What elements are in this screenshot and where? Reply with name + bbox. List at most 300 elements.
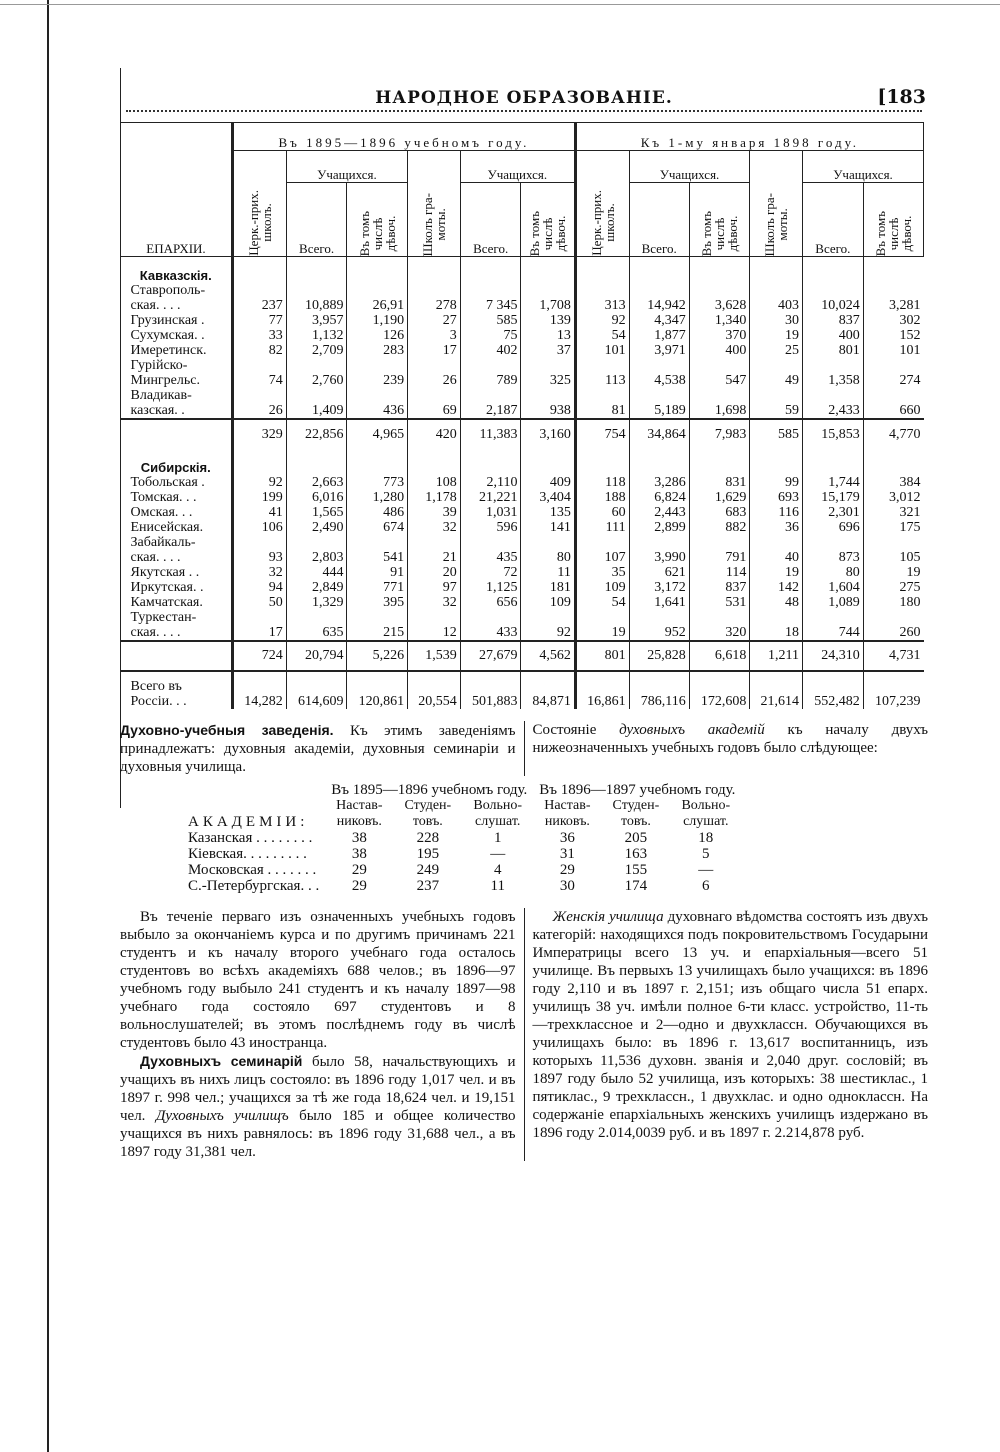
table-cell: 436 <box>347 388 408 419</box>
table-cell: 444 <box>286 565 347 580</box>
table-cell: 81 <box>575 388 629 419</box>
intro-text: Къ этимъ заведеніямъ принадлежатъ: духовныя академіи, духовныя семинаріи и духовныя училища. <box>120 722 516 775</box>
header-girls-label: Въ томъ числѣ дѣвоч. <box>872 210 914 256</box>
table-cell <box>863 449 923 475</box>
eparchy-name: Омская. . . <box>130 504 193 520</box>
table-cell: 69 <box>408 388 461 419</box>
table-cell: 17 <box>408 343 461 358</box>
header-church-schools-label: Церк.-прих. школъ. <box>588 190 617 256</box>
table-cell: 486 <box>347 505 408 520</box>
table-cell <box>347 257 408 283</box>
table-cell: 108 <box>408 475 461 490</box>
table-cell: 789 <box>460 358 521 388</box>
table-cell <box>233 449 287 475</box>
table-cell: 2,663 <box>286 475 347 490</box>
table-cell: 1,604 <box>803 580 864 595</box>
table-cell: 21,221 <box>460 490 521 505</box>
academy-row <box>182 862 741 878</box>
table-cell: 1,340 <box>689 313 750 328</box>
table-cell: 2,443 <box>629 505 689 520</box>
table-cell: 109 <box>521 595 575 610</box>
region-total-row <box>121 419 924 449</box>
table-cell: 274 <box>863 358 923 388</box>
table-cell: 11,383 <box>460 419 521 449</box>
table-cell: 19 <box>575 610 629 641</box>
table-cell: 831 <box>689 475 750 490</box>
table-cell: 14,282 <box>233 671 287 709</box>
table-cell <box>629 257 689 283</box>
table-cell <box>286 449 347 475</box>
page-title: НАРОДНОЕ ОБРАЗОВАНІЕ. <box>375 88 673 108</box>
table-cell: 3,971 <box>629 343 689 358</box>
table-cell <box>575 449 629 475</box>
col-header-period1: Въ 1895—1896 учебномъ году. <box>233 123 576 151</box>
table-cell: 30 <box>750 313 803 328</box>
table-cell: 501,883 <box>460 671 521 709</box>
table-cell: 92 <box>575 313 629 328</box>
women-schools-italic: Женскія училища <box>552 908 664 925</box>
page-number: [183 <box>877 86 926 108</box>
table-cell: 313 <box>575 283 629 313</box>
table-cell: 36 <box>750 520 803 535</box>
academy-students-text: Въ теченіе перваго изъ означенныхъ учебныхъ годовъ выбыло за окончаніемъ курса и по другимъ причинамъ 221 студентъ и къ началу второго учебнаго года осталось студентовъ во всѣхъ академіяхъ 688 челов.; въ 1896—97 учебномъ году выбыло 241 студентъ и къ началу 1897—98 учебнаго года состояло 697 студентовъ и 8 вольнослушателей; въ этомъ послѣднемъ году въ числѣ студентовъ было 43 иностранца. <box>120 908 516 1051</box>
table-cell <box>689 449 750 475</box>
header-pupils: Учащихся. <box>460 151 575 183</box>
table-cell: 15,179 <box>803 490 864 505</box>
table-cell: 1,089 <box>803 595 864 610</box>
body-right <box>533 908 929 1161</box>
table-cell: 2,187 <box>460 388 521 419</box>
header-pupils: Учащихся. <box>286 151 407 183</box>
table-cell: 2,849 <box>286 580 347 595</box>
acad-col-header: Настав- никовъ. <box>336 797 383 829</box>
table-cell <box>408 257 461 283</box>
table-row <box>121 520 924 535</box>
table-cell: 420 <box>408 419 461 449</box>
header-girls-label: Въ томъ числѣ дѣвоч. <box>699 210 741 256</box>
table-cell <box>408 449 461 475</box>
header-girls-label: Въ томъ числѣ дѣвоч. <box>527 210 569 256</box>
table-cell: 19 <box>750 328 803 343</box>
table-cell: 20 <box>408 565 461 580</box>
academy-value: — <box>490 845 506 862</box>
table-cell: 1,698 <box>689 388 750 419</box>
header-church-schools <box>575 151 629 257</box>
table-cell: 1,877 <box>629 328 689 343</box>
header-girls <box>689 183 750 257</box>
header-literacy-label: Школъ гра- моты. <box>419 192 448 256</box>
table-cell: 283 <box>347 343 408 358</box>
table-cell: 172,608 <box>689 671 750 709</box>
academy-value: 31 <box>559 845 575 862</box>
table-cell: 1,125 <box>460 580 521 595</box>
table-cell: 32 <box>408 595 461 610</box>
table-row <box>121 328 924 343</box>
table-cell: 5,189 <box>629 388 689 419</box>
table-cell: 60 <box>575 505 629 520</box>
eparchy-name: Гурійско- Мингрельс. <box>130 357 200 388</box>
table-row <box>121 535 924 565</box>
table-cell: 199 <box>233 490 287 505</box>
table-cell: 114 <box>689 565 750 580</box>
header-girls <box>863 183 923 257</box>
table-cell <box>629 449 689 475</box>
table-cell: 754 <box>575 419 629 449</box>
table-cell: 7,983 <box>689 419 750 449</box>
academy-value: 6 <box>702 877 710 894</box>
table-cell: 2,709 <box>286 343 347 358</box>
academy-value: 174 <box>624 877 648 894</box>
table-row <box>121 595 924 610</box>
table-cell: 116 <box>750 505 803 520</box>
header-girls <box>521 183 575 257</box>
table-cell: 105 <box>863 535 923 565</box>
acad-col-header: Вольно- слушат. <box>473 797 523 829</box>
table-cell: 837 <box>689 580 750 595</box>
table-cell: 1,708 <box>521 283 575 313</box>
table-cell: 541 <box>347 535 408 565</box>
table-cell: 19 <box>863 565 923 580</box>
table-cell: 1,358 <box>803 358 864 388</box>
academy-value: 38 <box>351 829 367 846</box>
table-cell <box>460 257 521 283</box>
table-cell: 433 <box>460 610 521 641</box>
table-cell: 92 <box>233 475 287 490</box>
table-cell: 75 <box>460 328 521 343</box>
header-girls-label: Въ томъ числѣ дѣвоч. <box>356 210 398 256</box>
table-cell: 3,286 <box>629 475 689 490</box>
seminaries-text: было 58, начальствующихъ и учащихъ въ нихъ лицъ состояло: въ 1896 году 1,017 чел. и въ 1897 г. 998 чел.; учащихся за тѣ же года 18,624 чел. и 19,151 чел. <box>120 1053 516 1124</box>
col-header-period2: Къ 1-му января 1898 году. <box>575 123 923 151</box>
table-cell: 656 <box>460 595 521 610</box>
eparchy-name: Ставрополь- ская. . . . <box>130 282 206 313</box>
table-row <box>121 313 924 328</box>
header-total: Всего. <box>286 183 347 257</box>
table-row <box>121 580 924 595</box>
eparchy-name: Имеретинск. <box>130 342 207 358</box>
eparchy-name <box>121 419 233 449</box>
table-cell: 329 <box>233 419 287 449</box>
table-cell: 101 <box>863 343 923 358</box>
table-cell: 142 <box>750 580 803 595</box>
academy-value: 249 <box>416 861 440 878</box>
academy-value: 29 <box>559 861 575 878</box>
page <box>120 68 928 1161</box>
statistics-table <box>120 122 924 709</box>
header-total: Всего. <box>460 183 521 257</box>
table-cell: 3,990 <box>629 535 689 565</box>
academy-value: 228 <box>416 829 440 846</box>
table-cell: 3,281 <box>863 283 923 313</box>
table-cell: 302 <box>863 313 923 328</box>
table-cell: 25,828 <box>629 641 689 671</box>
region-name: Сибирскія. <box>140 459 211 475</box>
acad-col-header: Настав- никовъ. <box>544 797 591 829</box>
table-cell: 10,889 <box>286 283 347 313</box>
table-cell: 275 <box>863 580 923 595</box>
academy-value: 155 <box>624 861 648 878</box>
body-left <box>120 908 525 1161</box>
academy-value: 38 <box>351 845 367 862</box>
table-cell: 4,347 <box>629 313 689 328</box>
table-cell: 41 <box>233 505 287 520</box>
table-cell: 20,794 <box>286 641 347 671</box>
table-cell: 403 <box>750 283 803 313</box>
header-literacy-schools <box>408 151 461 257</box>
table-cell: 10,024 <box>803 283 864 313</box>
eparchy-name <box>121 641 233 671</box>
table-cell: 59 <box>750 388 803 419</box>
header-literacy-label: Школъ гра- моты. <box>762 192 791 256</box>
table-cell: 693 <box>750 490 803 505</box>
table-cell: 3,404 <box>521 490 575 505</box>
table-cell: 99 <box>750 475 803 490</box>
table-row <box>121 565 924 580</box>
table-cell: 126 <box>347 328 408 343</box>
table-cell: 260 <box>863 610 923 641</box>
table-row <box>121 283 924 313</box>
table-cell <box>286 257 347 283</box>
table-row <box>121 358 924 388</box>
table-cell: 3,957 <box>286 313 347 328</box>
academy-row <box>182 846 741 862</box>
table-cell: 660 <box>863 388 923 419</box>
table-cell: 15,853 <box>803 419 864 449</box>
table-cell: 6,824 <box>629 490 689 505</box>
table-cell: 683 <box>689 505 750 520</box>
acad-period2: Въ 1896—1897 учебномъ году. <box>539 781 736 798</box>
eparchy-name: Якутская . . <box>130 564 200 580</box>
table-cell: 696 <box>803 520 864 535</box>
schools-italic: Духовныхъ училищъ <box>155 1107 289 1124</box>
intro2-text-b: къ началу двухъ нижеозначенныхъ учебныхъ годовъ было слѣдующее: <box>532 721 928 756</box>
table-cell: 17 <box>233 610 287 641</box>
table-cell <box>803 449 864 475</box>
top-rule <box>0 4 1000 5</box>
table-row <box>121 490 924 505</box>
intro2-text-a: Состояніе <box>532 721 620 738</box>
table-cell: 2,433 <box>803 388 864 419</box>
table-cell: 84,871 <box>521 671 575 709</box>
academy-value: 30 <box>559 877 575 894</box>
table-cell: 1,031 <box>460 505 521 520</box>
table-cell: 771 <box>347 580 408 595</box>
table-cell: 1,132 <box>286 328 347 343</box>
region-name: Кавказскія. <box>139 267 212 283</box>
table-cell: 744 <box>803 610 864 641</box>
table-cell: 24,310 <box>803 641 864 671</box>
table-cell: 32 <box>233 565 287 580</box>
academy-value: 36 <box>559 829 575 846</box>
academy-row <box>182 830 741 846</box>
academy-value: 18 <box>698 829 714 846</box>
table-cell: 80 <box>521 535 575 565</box>
table-cell: 111 <box>575 520 629 535</box>
table-cell: 4,965 <box>347 419 408 449</box>
header-ornament <box>126 110 922 120</box>
table-cell: 94 <box>233 580 287 595</box>
table-cell: 13 <box>521 328 575 343</box>
table-cell: 14,942 <box>629 283 689 313</box>
acad-col-header: Студен- товъ. <box>612 797 660 829</box>
table-cell: 39 <box>408 505 461 520</box>
academy-value: 29 <box>351 861 367 878</box>
table-cell: 596 <box>460 520 521 535</box>
table-cell <box>460 449 521 475</box>
table-cell: 74 <box>233 358 287 388</box>
table-cell: 3,172 <box>629 580 689 595</box>
academy-value: 1 <box>493 829 502 846</box>
table-cell: 5,226 <box>347 641 408 671</box>
table-cell: 552,482 <box>803 671 864 709</box>
table-cell: 80 <box>803 565 864 580</box>
table-cell: 175 <box>863 520 923 535</box>
table-row <box>121 610 924 641</box>
table-cell: 18 <box>750 610 803 641</box>
table-cell: 621 <box>629 565 689 580</box>
eparchy-name: Владикав- казская. . <box>130 387 192 418</box>
table-cell: 1,744 <box>803 475 864 490</box>
table-cell: 395 <box>347 595 408 610</box>
table-cell: 188 <box>575 490 629 505</box>
table-cell: 22,856 <box>286 419 347 449</box>
academy-value: 29 <box>351 877 367 894</box>
table-cell: 4,538 <box>629 358 689 388</box>
eparchy-name: Енисейская. <box>130 519 204 535</box>
table-cell <box>347 449 408 475</box>
eparchy-name: Томская. . . <box>130 489 197 505</box>
table-cell: 180 <box>863 595 923 610</box>
table-cell: 4,562 <box>521 641 575 671</box>
table-cell: 93 <box>233 535 287 565</box>
table-cell <box>233 257 287 283</box>
table-cell: 791 <box>689 535 750 565</box>
table-cell: 12 <box>408 610 461 641</box>
table-cell: 2,760 <box>286 358 347 388</box>
table-cell: 614,609 <box>286 671 347 709</box>
table-cell: 181 <box>521 580 575 595</box>
table-cell: 952 <box>629 610 689 641</box>
table-cell: 837 <box>803 313 864 328</box>
table-cell: 1,641 <box>629 595 689 610</box>
seminaries-heading: Духовныхъ семинарій <box>140 1052 303 1069</box>
table-cell: 237 <box>233 283 287 313</box>
table-cell <box>689 257 750 283</box>
table-cell <box>803 257 864 283</box>
table-cell: 1,190 <box>347 313 408 328</box>
table-cell <box>575 257 629 283</box>
table-cell: 91 <box>347 565 408 580</box>
table-cell: 11 <box>521 565 575 580</box>
table-cell: 107 <box>575 535 629 565</box>
acad-period1: Въ 1895—1896 учебномъ году. <box>331 781 528 798</box>
table-cell: 120,861 <box>347 671 408 709</box>
table-row <box>121 343 924 358</box>
table-cell: 106 <box>233 520 287 535</box>
russia-total-row <box>121 671 924 709</box>
table-cell: 2,803 <box>286 535 347 565</box>
table-cell: 4,731 <box>863 641 923 671</box>
table-cell: 320 <box>689 610 750 641</box>
academy-value: — <box>698 861 714 878</box>
header-church-schools <box>233 151 287 257</box>
header-literacy-schools <box>750 151 803 257</box>
acad-col-header: Студен- товъ. <box>404 797 452 829</box>
table-cell: 400 <box>689 343 750 358</box>
table-cell: 21,614 <box>750 671 803 709</box>
table-cell: 50 <box>233 595 287 610</box>
table-cell: 531 <box>689 595 750 610</box>
table-cell: 139 <box>521 313 575 328</box>
table-cell: 2,490 <box>286 520 347 535</box>
binding-line <box>47 0 49 1452</box>
table-cell: 1,565 <box>286 505 347 520</box>
table-cell: 113 <box>575 358 629 388</box>
table-cell: 635 <box>286 610 347 641</box>
table-cell: 2,899 <box>629 520 689 535</box>
table-cell: 4,770 <box>863 419 923 449</box>
header-total: Всего. <box>803 183 864 257</box>
table-cell: 26 <box>233 388 287 419</box>
eparchy-name: Тобольская . <box>130 474 205 490</box>
table-cell: 92 <box>521 610 575 641</box>
table-cell: 109 <box>575 580 629 595</box>
intro-right <box>533 721 929 776</box>
table-cell: 3 <box>408 328 461 343</box>
table-row <box>121 388 924 419</box>
table-cell: 72 <box>460 565 521 580</box>
eparchy-name: Всего въ Россіи. . . <box>121 671 233 709</box>
table-cell: 278 <box>408 283 461 313</box>
table-cell: 101 <box>575 343 629 358</box>
academies-table <box>182 782 741 894</box>
table-cell: 26 <box>408 358 461 388</box>
intro2-italic: духовныхъ академій <box>619 721 765 738</box>
table-cell: 35 <box>575 565 629 580</box>
region-heading-row <box>121 449 924 475</box>
academy-value: 11 <box>490 877 505 894</box>
section-heading: Духовно-учебныя заведенія. <box>120 721 334 738</box>
table-cell: 801 <box>575 641 629 671</box>
table-cell: 20,554 <box>408 671 461 709</box>
table-cell <box>521 257 575 283</box>
table-cell: 321 <box>863 505 923 520</box>
table-cell: 135 <box>521 505 575 520</box>
body-columns <box>120 908 928 1161</box>
academy-name: Московская . . . . . . . <box>188 861 317 878</box>
table-cell: 97 <box>408 580 461 595</box>
eparchy-name: Грузинская . <box>130 312 205 328</box>
col-header-eparchy: ЕПАРХІИ. <box>121 123 233 257</box>
academy-name: С.-Петербургская. . . <box>188 877 320 894</box>
table-row <box>121 505 924 520</box>
table-cell: 873 <box>803 535 864 565</box>
eparchy-name: Иркутская. . <box>130 579 204 595</box>
table-cell <box>750 257 803 283</box>
table-cell: 585 <box>750 419 803 449</box>
table-cell: 141 <box>521 520 575 535</box>
table-cell: 1,329 <box>286 595 347 610</box>
table-cell: 801 <box>803 343 864 358</box>
table-cell: 773 <box>347 475 408 490</box>
table-cell: 724 <box>233 641 287 671</box>
table-cell: 215 <box>347 610 408 641</box>
header-pupils: Учащихся. <box>629 151 750 183</box>
academy-value: 237 <box>416 877 440 894</box>
table-cell: 54 <box>575 328 629 343</box>
table-cell <box>750 449 803 475</box>
table-cell: 54 <box>575 595 629 610</box>
